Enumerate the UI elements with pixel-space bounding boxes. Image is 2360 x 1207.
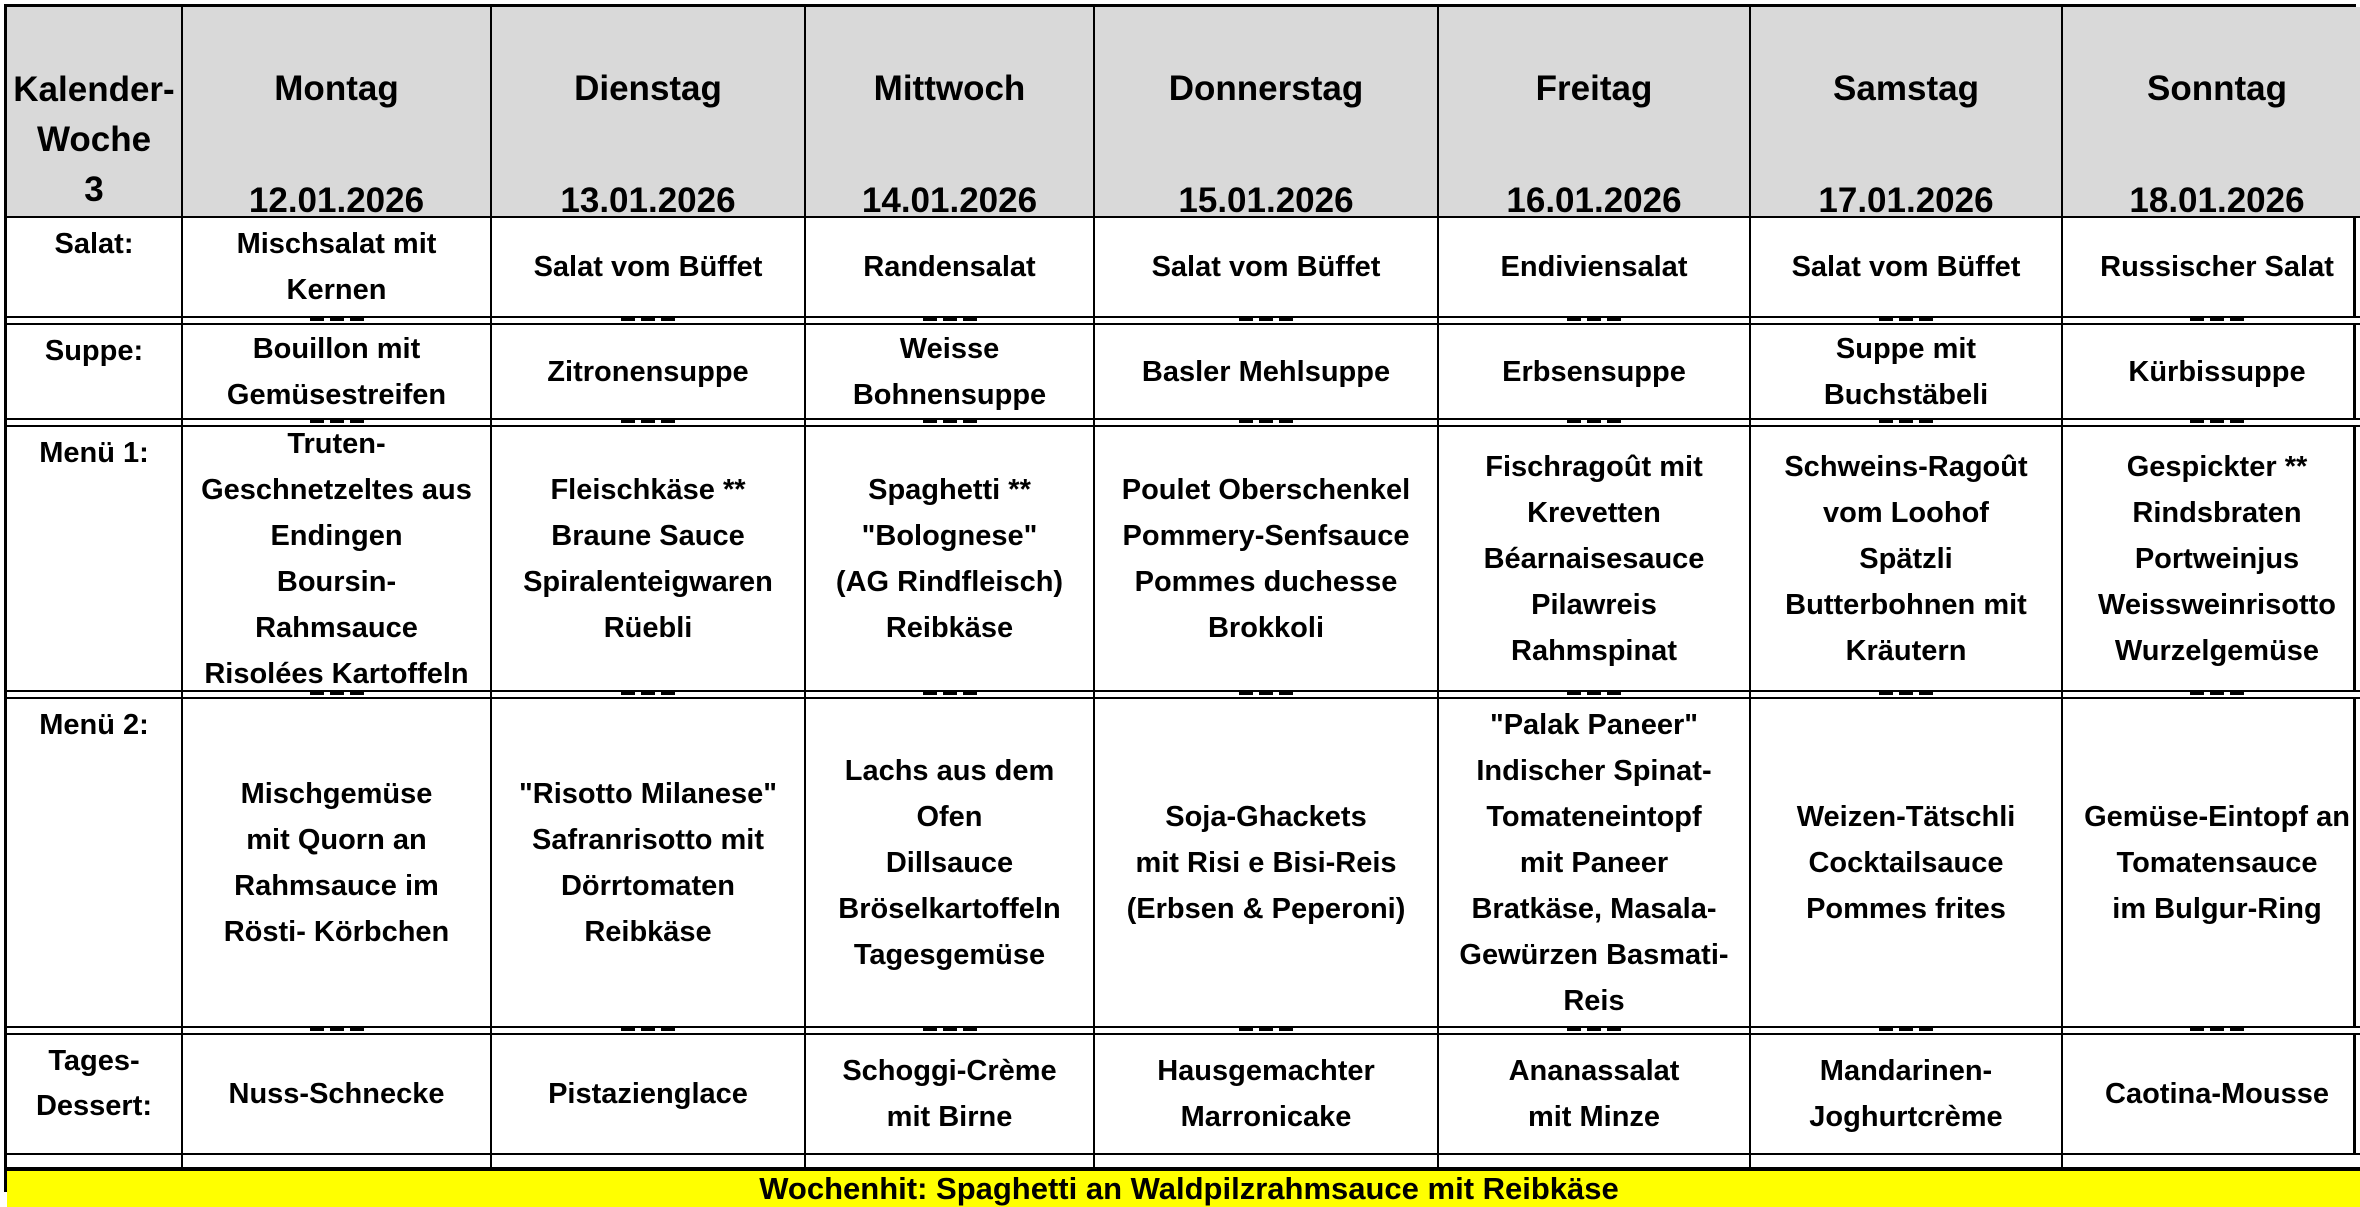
dish-cell-salat (1095, 218, 1439, 318)
dish-line: Soja-Ghackets (1165, 800, 1367, 833)
week-label-line: Kalender- (13, 70, 175, 109)
dish-cell-suppe (1095, 325, 1439, 420)
row-separator (7, 1028, 183, 1035)
row-separator (183, 1028, 492, 1035)
dish-line: Wurzelgemüse (2114, 634, 2320, 667)
row-separator (183, 692, 492, 699)
dish-line: Mischsalat mit (236, 228, 437, 260)
dish-line: im Bulgur-Ring (2112, 892, 2322, 925)
dish-cell-menu1 (806, 427, 1095, 692)
row-label-suppe (7, 325, 183, 420)
row-separator (183, 1155, 492, 1169)
dish-line: Risolées Kartoffeln (204, 657, 469, 690)
dish-cell-salat (183, 218, 492, 318)
day-name: Dienstag (574, 69, 722, 108)
day-header-dienstag (492, 7, 806, 218)
dish-line: Fleischkäse ** (550, 473, 746, 506)
row-label-menu1 (7, 427, 183, 692)
day-name: Sonntag (2147, 69, 2287, 108)
dish-line: Mandarinen- (1819, 1055, 1993, 1087)
row-label-line: Salat: (54, 228, 134, 260)
dish-cell-suppe (1439, 325, 1751, 420)
row-separator (2063, 318, 2360, 325)
row-separator (1751, 420, 2063, 427)
dish-cell-menu1 (183, 427, 492, 692)
dish-line: Basler Mehlsuppe (1141, 355, 1391, 388)
row-separator (1439, 318, 1751, 325)
row-label-dessert (7, 1035, 183, 1155)
row-separator (2063, 420, 2360, 427)
dish-cell-menu2 (1095, 699, 1439, 1028)
row-separator (806, 692, 1095, 699)
dish-line: Nuss-Schnecke (228, 1078, 445, 1110)
dish-line: Rüebli (603, 611, 693, 644)
dish-line: Endiviensalat (1500, 251, 1688, 283)
row-separator (1751, 692, 2063, 699)
row-separator (2063, 1155, 2360, 1169)
row-label-line: Menü 1: (39, 437, 149, 469)
dish-line: Bratkäse, Masala- (1471, 892, 1717, 925)
row-separator (1095, 1155, 1439, 1169)
day-date: 12.01.2026 (248, 181, 425, 218)
day-name: Montag (274, 69, 399, 108)
dish-line: vom Loohof (1823, 496, 1989, 529)
dish-line: Indischer Spinat- (1476, 754, 1712, 787)
day-header-samstag (1751, 7, 2063, 218)
row-separator (806, 1155, 1095, 1169)
row-separator (492, 1028, 806, 1035)
day-name: Donnerstag (1168, 69, 1364, 108)
week-label-line: Woche (36, 120, 152, 159)
dish-line: Ananassalat (1508, 1055, 1680, 1087)
day-date: 13.01.2026 (560, 181, 736, 218)
day-header-freitag (1439, 7, 1751, 218)
row-separator (7, 318, 183, 325)
dish-line: "Bolognese" (861, 519, 1038, 552)
dish-line: Brokkoli (1207, 611, 1325, 644)
dish-line: Dillsauce (885, 846, 1014, 879)
dish-line: Salat vom Büffet (1151, 251, 1381, 283)
weekly-hit-banner: Wochenhit: Spaghetti an Waldpilzrahmsauce mit Reibkäse (7, 1169, 2360, 1207)
dish-line: Spaghetti ** (868, 473, 1031, 506)
row-separator (1439, 692, 1751, 699)
dish-line: (AG Rindfleisch) (835, 565, 1064, 598)
row-separator (183, 318, 492, 325)
dish-line: Reibkäse (885, 611, 1014, 644)
dish-line: Buchstäbeli (1823, 378, 1989, 411)
row-separator (492, 1155, 806, 1169)
row-label-line: Dessert: (35, 1090, 153, 1122)
day-date: 18.01.2026 (2129, 181, 2305, 218)
dish-line: Bouillon mit (252, 332, 421, 365)
row-separator (1439, 1155, 1751, 1169)
dish-cell-suppe (806, 325, 1095, 420)
dish-cell-menu2 (492, 699, 806, 1028)
row-separator (1439, 1028, 1751, 1035)
dish-line: Salat vom Büffet (533, 251, 763, 283)
dish-line: Hausgemachter (1157, 1055, 1375, 1087)
dish-cell-dessert (1751, 1035, 2063, 1155)
dish-line: mit Birne (886, 1101, 1013, 1133)
dish-line: Ofen (916, 800, 983, 833)
day-date: 16.01.2026 (1506, 181, 1682, 218)
row-label-menu2 (7, 699, 183, 1028)
dish-line: Reis (1563, 984, 1625, 1017)
dish-line: Pistazienglace (548, 1078, 748, 1110)
dish-line: Gespickter ** (2126, 450, 2308, 483)
row-separator (806, 1028, 1095, 1035)
dish-line: Spätzli (1859, 542, 1953, 575)
dish-line: Tagesgemüse (853, 938, 1046, 971)
dish-line: mit Minze (1527, 1101, 1661, 1133)
row-separator (2063, 692, 2360, 699)
dish-line: Schoggi-Crème (842, 1055, 1057, 1087)
row-label-line: Suppe: (44, 335, 144, 367)
dish-cell-dessert (2063, 1035, 2360, 1155)
row-separator (806, 420, 1095, 427)
row-label-salat (7, 218, 183, 318)
dish-line: Tomateneintopf (1486, 800, 1702, 833)
dish-cell-salat (1751, 218, 2063, 318)
dish-line: Weissweinrisotto (2098, 588, 2336, 621)
row-separator (492, 318, 806, 325)
row-separator (7, 420, 183, 427)
row-separator (1751, 318, 2063, 325)
dish-line: Suppe mit (1835, 332, 1977, 365)
day-header-mittwoch (806, 7, 1095, 218)
dish-cell-menu1 (492, 427, 806, 692)
dish-line: Rindsbraten (2132, 496, 2302, 529)
dish-cell-suppe (2063, 325, 2360, 420)
dish-line: Geschnetzeltes aus (201, 473, 472, 506)
day-header-donnerstag (1095, 7, 1439, 218)
dish-line: mit Risi e Bisi-Reis (1135, 846, 1397, 879)
row-separator (7, 1155, 183, 1169)
day-date: 15.01.2026 (1178, 181, 1354, 218)
row-label-line: Menü 2: (39, 709, 149, 741)
dish-line: Tomatensauce (2116, 846, 2318, 879)
dish-line: Pommery-Senfsauce (1122, 519, 1410, 552)
dish-cell-dessert (1095, 1035, 1439, 1155)
row-separator (492, 420, 806, 427)
dish-line: Fischragoût mit (1485, 450, 1703, 483)
dish-line: Gemüsestreifen (226, 378, 447, 411)
dish-cell-menu1 (1095, 427, 1439, 692)
dish-line: Rahmsauce im (234, 869, 439, 902)
dish-line: Pommes duchesse (1134, 565, 1398, 598)
dish-cell-dessert (806, 1035, 1095, 1155)
dish-line: Rösti- Körbchen (223, 915, 450, 948)
row-separator (492, 692, 806, 699)
row-separator (1095, 420, 1439, 427)
row-separator (1095, 692, 1439, 699)
dish-line: Weizen-Tätschli (1796, 800, 2016, 833)
dish-line: Weisse (899, 332, 1000, 365)
row-separator (1751, 1028, 2063, 1035)
dish-line: Truten- (287, 427, 386, 460)
dish-line: Caotina-Mousse (2105, 1078, 2329, 1110)
dish-cell-suppe (183, 325, 492, 420)
dish-cell-menu1 (1751, 427, 2063, 692)
dish-cell-menu1 (1439, 427, 1751, 692)
dish-line: Pilawreis (1531, 588, 1657, 621)
dish-line: Béarnaisesauce (1483, 542, 1705, 575)
dish-line: Lachs aus dem (844, 754, 1055, 787)
dish-line: "Palak Paneer" (1489, 708, 1699, 741)
day-date: 14.01.2026 (861, 181, 1038, 218)
dish-line: Pommes frites (1806, 892, 2006, 925)
week-label-line: 3 (84, 170, 104, 209)
dish-line: (Erbsen & Peperoni) (1126, 892, 1406, 925)
row-separator (7, 692, 183, 699)
dish-cell-menu1 (2063, 427, 2360, 692)
dish-cell-salat (1439, 218, 1751, 318)
dish-line: Dörrtomaten (560, 869, 735, 902)
dish-line: Kürbissuppe (2128, 355, 2306, 388)
week-number-header (7, 7, 183, 218)
row-separator (183, 420, 492, 427)
dish-cell-suppe (492, 325, 806, 420)
row-separator (1439, 420, 1751, 427)
dish-line: Rahmspinat (1511, 634, 1677, 667)
dish-line: Marronicake (1180, 1101, 1352, 1133)
row-separator (1095, 1028, 1439, 1035)
dish-cell-dessert (492, 1035, 806, 1155)
dish-line: "Risotto Milanese" (519, 777, 777, 810)
day-header-montag (183, 7, 492, 218)
dish-cell-salat (806, 218, 1095, 318)
dish-line: Kräutern (1845, 634, 1967, 667)
dish-line: Rahmsauce (255, 611, 418, 644)
dish-line: Endingen (270, 519, 403, 552)
dish-cell-suppe (1751, 325, 2063, 420)
dish-cell-dessert (1439, 1035, 1751, 1155)
dish-cell-menu2 (1439, 699, 1751, 1028)
day-name: Mittwoch (873, 69, 1026, 108)
dish-line: mit Quorn an (246, 823, 427, 856)
day-header-sonntag (2063, 7, 2360, 218)
day-name: Freitag (1535, 69, 1653, 108)
day-name: Samstag (1833, 69, 1979, 108)
dish-line: Reibkäse (584, 915, 712, 948)
dish-cell-salat (492, 218, 806, 318)
dish-cell-menu2 (806, 699, 1095, 1028)
dish-line: Schweins-Ragoût (1784, 450, 2028, 483)
dish-cell-menu2 (1751, 699, 2063, 1028)
dish-line: Kernen (286, 274, 387, 306)
dish-line: Joghurtcrème (1809, 1101, 2003, 1133)
dish-line: Krevetten (1527, 496, 1661, 529)
dish-line: Boursin- (276, 565, 397, 598)
row-separator (1095, 318, 1439, 325)
dish-cell-salat (2063, 218, 2360, 318)
dish-line: Safranrisotto mit (531, 823, 765, 856)
dish-line: mit Paneer (1519, 846, 1669, 879)
dish-cell-menu2 (2063, 699, 2360, 1028)
dish-line: Butterbohnen mit (1785, 588, 2027, 621)
dish-line: Zitronensuppe (547, 355, 749, 388)
dish-line: Spiralenteigwaren (523, 565, 773, 598)
dish-line: Portweinjus (2134, 542, 2300, 575)
row-separator (806, 318, 1095, 325)
dish-line: Russischer Salat (2100, 251, 2334, 283)
dish-line: Gemüse-Eintopf an (2084, 800, 2350, 833)
row-label-line: Tages- (48, 1045, 140, 1077)
dish-line: Erbsensuppe (1502, 355, 1686, 388)
dish-line: Mischgemüse (240, 777, 433, 810)
dish-line: Gewürzen Basmati- (1459, 938, 1729, 971)
dish-cell-menu2 (183, 699, 492, 1028)
day-date: 17.01.2026 (1818, 181, 1994, 218)
dish-line: Bröselkartoffeln (838, 892, 1061, 925)
dish-line: Braune Sauce (551, 519, 745, 552)
dish-line: Cocktailsauce (1808, 846, 2004, 879)
dish-line: Salat vom Büffet (1791, 251, 2021, 283)
dish-line: Randensalat (863, 251, 1036, 283)
dish-line: Bohnensuppe (852, 378, 1047, 411)
row-separator (2063, 1028, 2360, 1035)
dish-cell-dessert (183, 1035, 492, 1155)
dish-line: Poulet Oberschenkel (1121, 473, 1411, 506)
row-separator (1751, 1155, 2063, 1169)
weekly-menu-table (4, 4, 2356, 1206)
